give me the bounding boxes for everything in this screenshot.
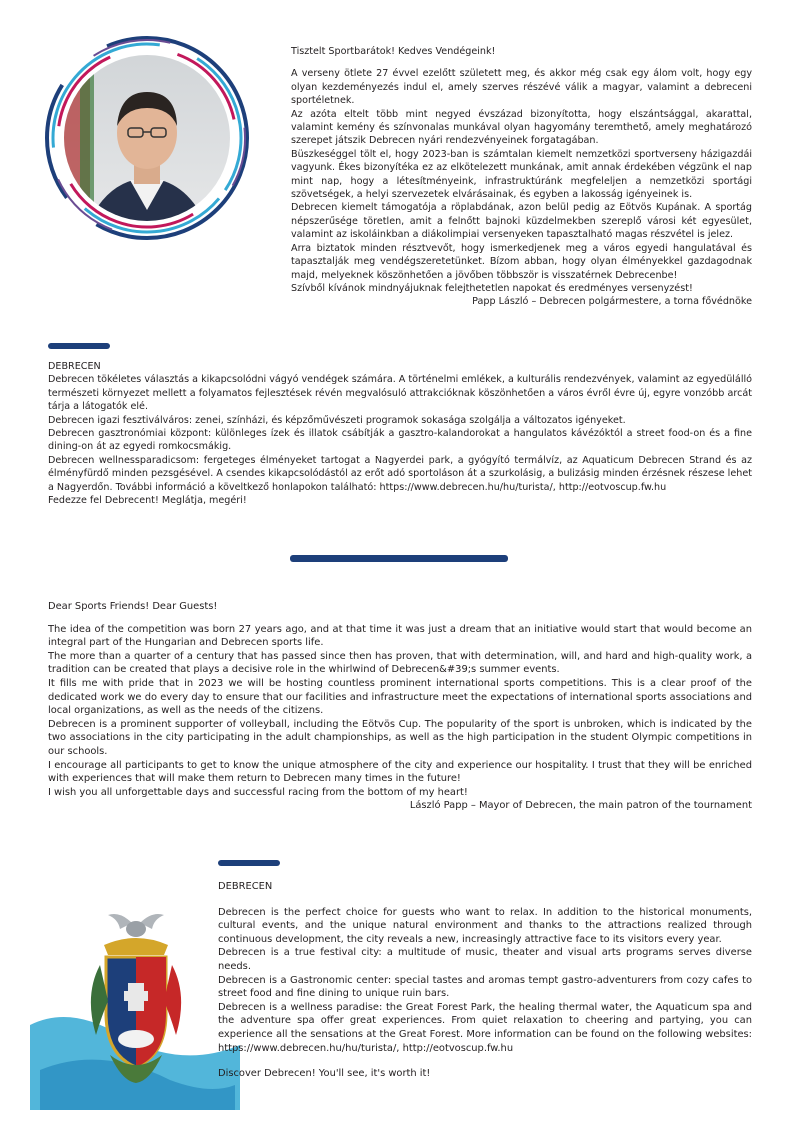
hu-city-paragraph: Fedezze fel Debrecent! Meglátja, megéri! [48, 495, 247, 507]
hu-letter-paragraph: Büszkeséggel tölt el, hogy 2023-ban is számtalan kiemelt nemzetközi sportverseny házigazdái vagyunk. Ékes bizonyítéka ez az elkötelezett munkának, amit annak érdekében végzünk el nap mint nap, hogy a létesítményeink, infrastruktúránk megfeleljen a nemzetközi sportági szövetségek, a helyi szervezetek elvárásainak, és egyben a lakosság igényeinek is. [291, 148, 752, 201]
section-divider-stroke [48, 343, 110, 349]
hu-city-heading: DEBRECEN [48, 361, 101, 372]
hu-city-paragraph: Debrecen tökéletes választás a kikapcsolódni vágyó vendégek számára. A történelmi emlékek, a kulturális rendezvények, valamint az egyedülálló természeti környezet mellett a folyamatos fejlesztések révén megvalósuló attrakcióknak köszönhetően a város évről évre új, egyre vonzóbb arcát tárja a látogatók elé. [48, 374, 753, 413]
hu-signature: Papp László – Debrecen polgármestere, a torna fővédnöke [472, 296, 752, 308]
en-city-heading: DEBRECEN [218, 881, 273, 892]
en-letter-paragraph: It fills me with pride that in 2023 we will be hosting countless prominent international sports competitions. This is a clear proof of the dedicated work we do every day to ensure that our facilities and infrastructure meet the expectations of international sports associations and local organizations, as well as the needs of the citizens. [48, 677, 752, 717]
hu-letter-paragraph: Debrecen kiemelt támogatója a röplabdának, azon belül pedig az Eötvös Kupának. A sportág népszerűsége töretlen, amit a felnőtt bajnoki küzdelmekben szereplő városi két egyesület, valamint az iskoláinkban a diákolimpiai versenyeken tapasztalható magas részvétel is jelez. [291, 202, 752, 241]
en-letter-paragraph: Debrecen is a prominent supporter of volleyball, including the Eötvös Cup. The popularity of the sport is unbroken, which is indicated by the two associations in the city participating in the adult championships, as well as the high participation in the student Olympic competitions in our schools. [48, 718, 752, 757]
en-city-closing: Discover Debrecen! You'll see, it's worth it! [218, 1068, 431, 1080]
hu-letter-paragraph: Az azóta eltelt több mint negyed évszázad bizonyította, hogy elszántsággal, akarattal, valamint kemény és színvonalas munkával olyan hagyomány teremthető, amely meghatározó szerepet játszik Debrecen nyári rendezvényeinek forgatagában. [291, 108, 752, 147]
hu-city-paragraph: Debrecen gasztronómiai központ: különleges ízek és illatok csábítják a gasztro-kalandorokat a hangulatos kávézóktól a street food-on és a fine dining-on át az egyedi romkocsmákig. [48, 428, 752, 453]
en-letter-paragraph: The idea of the competition was born 27 years ago, and at that time it was just a dream that an initiative would start that would become an integral part of the Hungarian and Debrecen sports life. [48, 623, 752, 649]
en-letter [48, 600, 752, 813]
en-city-paragraph: Debrecen is a wellness paradise: the Great Forest Park, the healing thermal water, the Aquaticum spa and the adventure spa offer great experiences. From quiet relaxation to cheering and partying, you can experience all the sensations at the Great Forest. More information can be found on the following websites: https://www.debrecen.hu/hu/turista/, http://eotvoscup.fw.hu [218, 1001, 752, 1054]
hu-letter-paragraph: A verseny ötlete 27 évvel ezelőtt született meg, és akkor még csak egy álom volt, hogy egy olyan kezdeményezés indul el, amely szerves részévé válik a magyar, valamint a debreceni sportéletnek. [291, 68, 752, 107]
en-greeting: Dear Sports Friends! Dear Guests! [48, 601, 218, 612]
mayor-portrait [40, 30, 255, 245]
hu-city-paragraph: Debrecen wellnessparadicsom: fergeteges élményeket tartogat a Nagyerdei park, a gyógyító termálvíz, az Aquaticum Debrecen Strand és az élményfürdő minden pezsgésével. A csendes kikapcsolódástól az erőt adó sportoláson át a szurkolásig, a bulizásig minden érzésnek részese lehet a Nagyerdőn. További információ a köveltkező honlapokon található: https://www.debrecen.hu/hu/turista/, http://eotvoscup.fw.hu [48, 454, 752, 493]
hu-letter-paragraph: Arra biztatok minden résztvevőt, hogy ismerkedjenek meg a város egyedi hangulatával és tapasztalják meg vendégszeretetünket. Bízom abban, hogy olyan élményekkel gazdagodnak majd, melyeknek köszönhetően a jövőben többször is visszatérnek Debrecenbe! [291, 242, 752, 281]
en-city-paragraph: Debrecen is a true festival city: a multitude of music, theater and visual arts programs serves diverse needs. [218, 947, 752, 972]
debrecen-coat-of-arms [30, 895, 240, 1110]
hu-letter [291, 45, 752, 309]
hu-letter-paragraph: Szívből kívánok mindnyájuknak felejthetetlen napokat és eredményes versenyzést! [291, 282, 693, 294]
en-letter-paragraph: I wish you all unforgettable days and successful racing from the bottom of my heart! [48, 786, 468, 798]
center-divider-stroke [290, 555, 508, 562]
en-city-section [218, 880, 752, 1081]
en-letter-paragraph: I encourage all participants to get to know the unique atmosphere of the city and experience our hospitality. I trust that they will be enriched with experiences that will make them return to Debrecen many times in the future! [48, 759, 752, 785]
section-divider-stroke [218, 860, 280, 866]
en-letter-paragraph: The more than a quarter of a century that has passed since then has proven, that with determination, will, and hard and high-quality work, a tradition can be created that plays a decisive role in the whirlwind of Debrecen&#39;s summer events. [48, 650, 752, 676]
en-city-paragraph: Debrecen is the perfect choice for guests who want to relax. In addition to the historical monuments, cultural events, and the unique natural environment and thanks to the attractions realized through continuous development, the city reveals a new, increasingly attractive face to its visitors every year. [218, 906, 752, 945]
hu-city-paragraph: Debrecen igazi fesztiválváros: zenei, színházi, és képzőművészeti programok sokasága szolgálja a változatos igényeket. [48, 414, 626, 426]
en-city-paragraph: Debrecen is a Gastronomic center: special tastes and aromas tempt gastro-adventurers from cozy cafes to street food and fine dining to unique ruin bars. [218, 974, 752, 1000]
en-signature: László Papp – Mayor of Debrecen, the main patron of the tournament [409, 800, 752, 812]
hu-city-section [48, 360, 752, 507]
hu-greeting: Tisztelt Sportbarátok! Kedves Vendégeink! [291, 46, 496, 57]
